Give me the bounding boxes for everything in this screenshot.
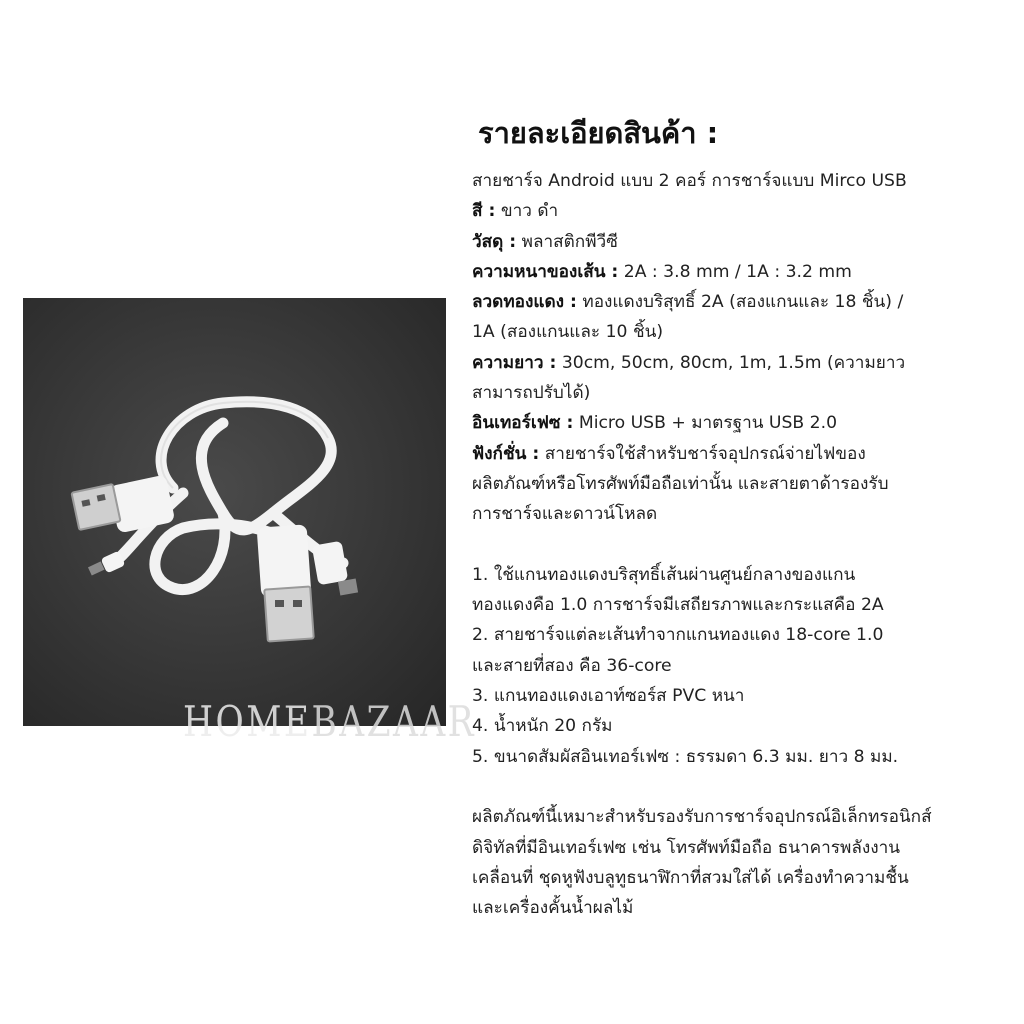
spacer: [472, 530, 1017, 560]
feature-line: 4. น้ำหนัก 20 กรัม: [472, 716, 613, 737]
description-line: เคลื่อนที่ ชุดหูฟังบลูทูธนาฬิกาที่สวมใส่ได้ เครื่องทำความชื้น: [472, 867, 909, 888]
spacer: [472, 772, 1017, 802]
description-line: และเครื่องคั้นน้ำผลไม้: [472, 898, 634, 919]
detail-function: ฟังก์ชั่น : สายชาร์จใช้สำหรับชาร์จอุปกรณ์จ่ายไฟของ: [472, 443, 866, 464]
detail-length: ความยาว : 30cm, 50cm, 80cm, 1m, 1.5m (ความยาว: [472, 352, 906, 373]
description-line: ผลิตภัณฑ์นี้เหมาะสำหรับรองรับการชาร์จอุปกรณ์อิเล็กทรอนิกส์: [472, 807, 932, 828]
detail-thickness: ความหนาของเส้น : 2A : 3.8 mm / 1A : 3.2 mm: [472, 261, 852, 282]
detail-copper-wire: ลวดทองแดง : ทองแดงบริสุทธิ์ 2A (สองแกนและ 18 ชิ้น) /: [472, 292, 904, 313]
product-details: [472, 166, 1017, 923]
detail-line: การชาร์จและดาวน์โหลด: [472, 504, 658, 525]
feature-line: และสายที่สอง คือ 36-core: [472, 655, 672, 676]
detail-interface: อินเทอร์เฟซ : Micro USB + มาตรฐาน USB 2.0: [472, 413, 838, 434]
detail-line: สามารถปรับได้): [472, 383, 591, 404]
detail-line: ผลิตภัณฑ์หรือโทรศัพท์มือถือเท่านั้น และสายตาด้ารองรับ: [472, 473, 889, 494]
detail-line: สายชาร์จ Android แบบ 2 คอร์ การชาร์จแบบ Mirco USB: [472, 171, 907, 191]
page-title: รายละเอียดสินค้า :: [478, 116, 719, 150]
detail-color: สี : ขาว ดำ: [472, 201, 559, 222]
feature-line: ทองแดงคือ 1.0 การชาร์จมีเสถียรภาพและกระแสคือ 2A: [472, 595, 884, 616]
watermark: HOMEBAZAAR: [183, 697, 477, 746]
product-photo: [23, 298, 446, 726]
feature-line: 3. แกนทองแดงเอาท์ซอร์ส PVC หนา: [472, 686, 745, 707]
detail-material: วัสดุ : พลาสติกพีวีซี: [472, 231, 618, 252]
feature-line: 2. สายชาร์จแต่ละเส้นทำจากแกนทองแดง 18-core 1.0: [472, 625, 884, 646]
description-line: ดิจิทัลที่มีอินเทอร์เฟซ เช่น โทรศัพท์มือถือ ธนาคารพลังงาน: [472, 837, 901, 858]
feature-line: 1. ใช้แกนทองแดงบริสุทธิ์เส้นผ่านศูนย์กลางของแกน: [472, 564, 856, 585]
feature-line: 5. ขนาดสัมผัสอินเทอร์เฟซ : ธรรมดา 6.3 มม. ยาว 8 มม.: [472, 746, 899, 767]
detail-line: 1A (สองแกนและ 10 ชิ้น): [472, 322, 664, 343]
usb-cable-illustration: [23, 298, 446, 726]
